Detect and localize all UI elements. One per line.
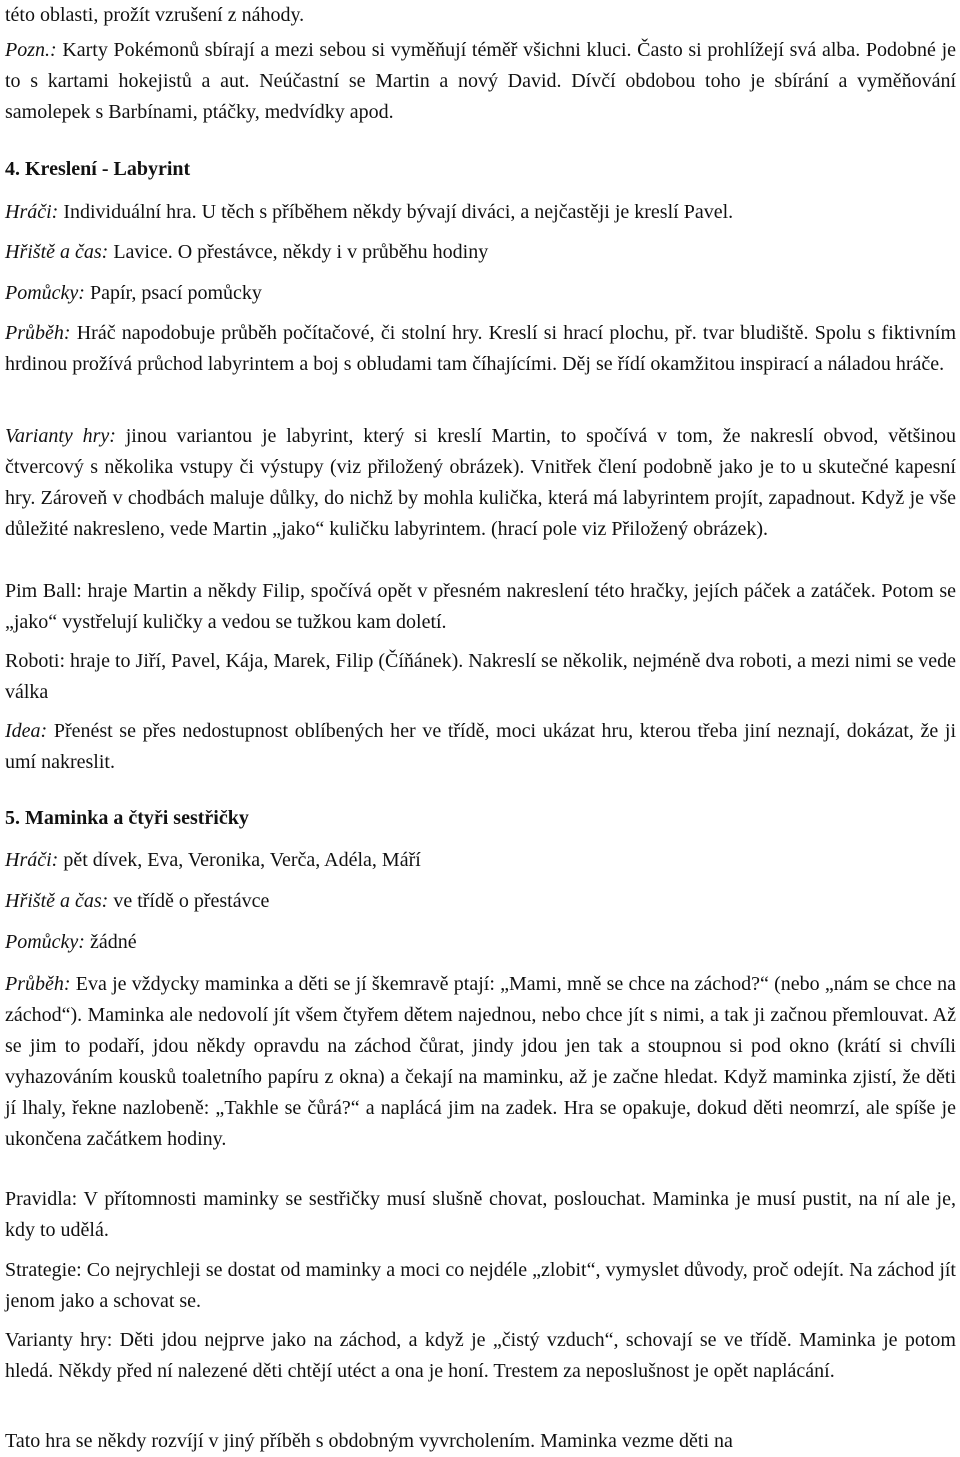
s4-course-text: Hráč napodobuje průběh počítačové, či stolní hry. Kreslí si hrací plochu, př. tvar bludiště. Spolu s fiktivním hrdinou prožívá průchod labyrintem a boj s obludami tam číhajícími. Děj se řídí okamžitou inspirací a náladou hráče. [5,322,956,375]
label-course: Průběh: [5,322,71,344]
s4-variants-text: jinou variantou je labyrint, který si kreslí Martin, to spočívá v tom, že nakreslí obvod, většinou čtvercový s několika vstupy či výstupy (viz přiložený obrázek). Vnitřek člení podobně jako je to u skutečné kapesní hry. Zároveň v chodbách maluje důlky, do nichž by mohla kulička, která má labyrintem projít, zapadnout. Když je vše důležité nakresleno, vede Martin „jako“ kuličku labyrintem. (hrací pole viz Přiložený obrázek). [5,425,957,540]
s4-idea-text: Přenést se přes nedostupnost oblíbených her ve třídě, moci ukázat hru, kterou třeba jiní neznají, dokázat, že ji umí nakreslit. [5,720,956,773]
s5-course-text: Eva je vždycky maminka a děti se jí škemravě ptají: „Mami, mně se chce na záchod?“ (nebo „nám se chce na záchod“). Maminka ale nedovolí jít všem čtyřem dětem najednou, nebo chce jít s nimi, a tak ji začnou přemlouvat. Až se jim to podaří, jdou někdy opravdu na záchod čůrat, jindy jdou jen tak a stoupnou si pod okno (krátí si chvíli vyhazováním kousků toaletního papíru z okna) a čekají na maminku, až je začne hledat. Když maminka zjistí, že děti jí lhaly, řekne nazlobeně: „Takhle se čůrá?“ a naplácá jim na zadek. Hra se opakuje, dokud děti neomrzí, ale spíše je ukončena začátkem hodiny. [5,973,956,1150]
label-place-time: Hřiště a čas: [5,241,109,263]
label-players: Hráči: [5,201,59,223]
s5-players-text: pět dívek, Eva, Veronika, Verča, Adéla, Máří [58,849,421,871]
section-5-heading: 5. Maminka a čtyři sestřičky [5,807,249,829]
s5-place-time [5,886,956,917]
s4-idea [5,716,956,778]
s5-tools [5,927,956,958]
label-tools: Pomůcky: [5,282,85,304]
label-note: Pozn.: [5,39,57,61]
s5-players [5,845,956,876]
s4-place-time-text: Lavice. O přestávce, někdy i v průběhu hodiny [108,241,489,263]
section-4-heading: 4. Kreslení - Labyrint [5,158,191,180]
s4-place-time [5,237,956,268]
label-players: Hráči: [5,849,59,871]
label-course: Průběh: [5,973,71,995]
s4-players-text: Individuální hra. U těch s příběhem někdy bývají diváci, a nejčastěji je kreslí Pavel. [58,201,734,223]
s4-tools [5,278,956,309]
note-text: Karty Pokémonů sbírají a mezi sebou si vyměňují téměř všichni kluci. Často si prohlížejí svá alba. Podobné je to s kartami hokejistů a aut. Neúčastní se Martin a nový David. Dívčí obdobou toho je sbírání a vyměňování samolepek s Barbínami, ptáčky, medvídky apod. [5,39,956,123]
s5-course [5,969,956,1155]
label-place-time: Hřiště a čas: [5,890,109,912]
s4-tools-text: Papír, psací pomůcky [84,282,262,304]
s4-course [5,318,956,380]
s5-last-line: Tato hra se někdy rozvíjí v jiný příběh s obdobným vyvrcholením. Maminka vezme děti na [5,1430,733,1452]
label-tools: Pomůcky: [5,931,85,953]
s4-players [5,197,956,228]
paragraph-continued: této oblasti, prožít vzrušení z náhody. [5,4,305,26]
s5-strategy: Strategie: Co nejrychleji se dostat od maminky a moci co nejdéle „zlobit“, vymyslet důvody, proč odejít. Na záchod jít jenom jako a schovat se. [5,1259,956,1312]
s5-tools-text: žádné [84,931,137,953]
s5-rules: Pravidla: V přítomnosti maminky se sestřičky musí slušně chovat, poslouchat. Maminka je musí pustit, na ní ale je, kdy to udělá. [5,1188,956,1241]
label-idea: Idea: [5,720,48,742]
s4-robots: Roboti: hraje to Jiří, Pavel, Kája, Marek, Filip (Číňánek). Nakreslí se několik, nejméně dva roboti, a mezi nimi se vede válka [5,650,956,703]
s5-variants: Varianty hry: Děti jdou nejprve jako na záchod, a když je „čistý vzduch“, schovají se ve třídě. Maminka je potom hledá. Někdy před ní nalezené děti chtějí utéct a ona je honí. Trestem za neposlušnost je opět naplácání. [5,1329,956,1382]
label-variants: Varianty hry: [5,425,116,447]
s4-variants [5,421,956,545]
s4-pimball: Pim Ball: hraje Martin a někdy Filip, spočívá opět v přesném nakreslení této hračky, jejích páček a zatáček. Potom se „jako“ vystřelují kuličky a vedou se tužkou kam doletí. [5,580,956,633]
s5-place-time-text: ve třídě o přestávce [108,890,270,912]
paragraph-note [5,35,956,128]
